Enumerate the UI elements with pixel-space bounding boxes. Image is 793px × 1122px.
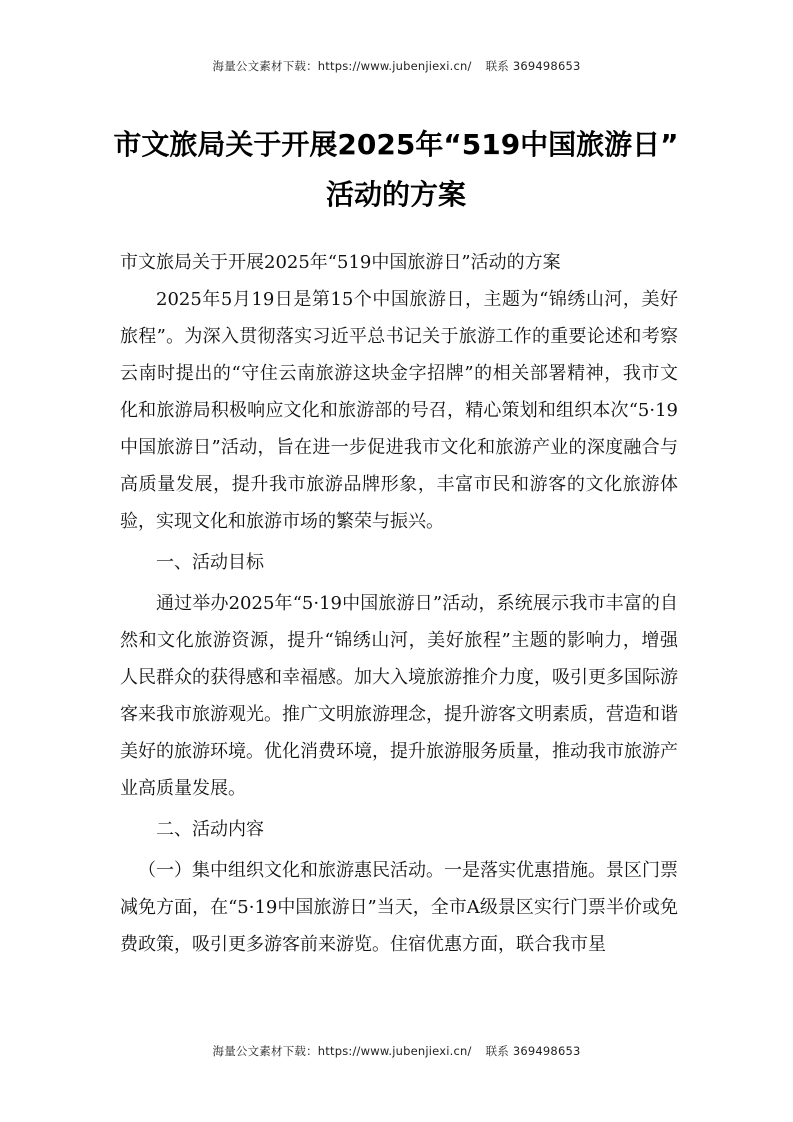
document-body <box>120 244 678 963</box>
page-header <box>0 58 793 74</box>
title-line-2: 活动的方案 <box>325 178 466 211</box>
page-footer <box>0 1043 793 1059</box>
intro-paragraph: 2025年5月19日是第15个中国旅游日，主题为“锦绣山河，美好旅程”。为深入贯彻落实习近平总书记关于旅游工作的重要论述和考察云南时提出的“守住云南旅游这块金字招牌”的相关部署精神，我市文化和旅游局积极响应文化和旅游部的号召，精心策划和组织本次“5·19中国旅游日”活动，旨在进一步促进我市文化和旅游产业的深度融合与高质量发展，提升我市旅游品牌形象，丰富市民和游客的文化旅游体验，实现文化和旅游市场的繁荣与振兴。 <box>120 289 678 532</box>
goals-paragraph: 通过举办2025年“5·19中国旅游日”活动，系统展示我市丰富的自然和文化旅游资源，提升“锦绣山河，美好旅程”主题的影响力，增强人民群众的获得感和幸福感。加大入境旅游推介力度，吸引更多国际游客来我市旅游观光。推广文明旅游理念，提升游客文明素质，营造和谐美好的旅游环境。优化消费环境，提升旅游服务质量，推动我市旅游产业高质量发展。 <box>120 593 678 799</box>
section-heading-goals: 一、活动目标 <box>156 552 264 573</box>
document-title <box>96 120 696 220</box>
header-contact-text: 联系 369498653 <box>485 59 581 73</box>
section-heading-content: 二、活动内容 <box>156 819 264 840</box>
title-line-1: 市文旅局关于开展2025年“519中国旅游日” <box>113 128 679 161</box>
document-subtitle: 市文旅局关于开展2025年“519中国旅游日”活动的方案 <box>120 252 561 273</box>
footer-contact-text: 联系 369498653 <box>485 1044 581 1058</box>
header-download-text: 海量公文素材下载：https://www.jubenjiexi.cn/ <box>212 59 472 73</box>
footer-download-text: 海量公文素材下载：https://www.jubenjiexi.cn/ <box>212 1044 472 1058</box>
content-paragraph: （一）集中组织文化和旅游惠民活动。一是落实优惠措施。景区门票减免方面，在“5·19中国旅游日”当天，全市A级景区实行门票半价或免费政策，吸引更多游客前来游览。住宿优惠方面，联合我市星 <box>120 860 678 955</box>
